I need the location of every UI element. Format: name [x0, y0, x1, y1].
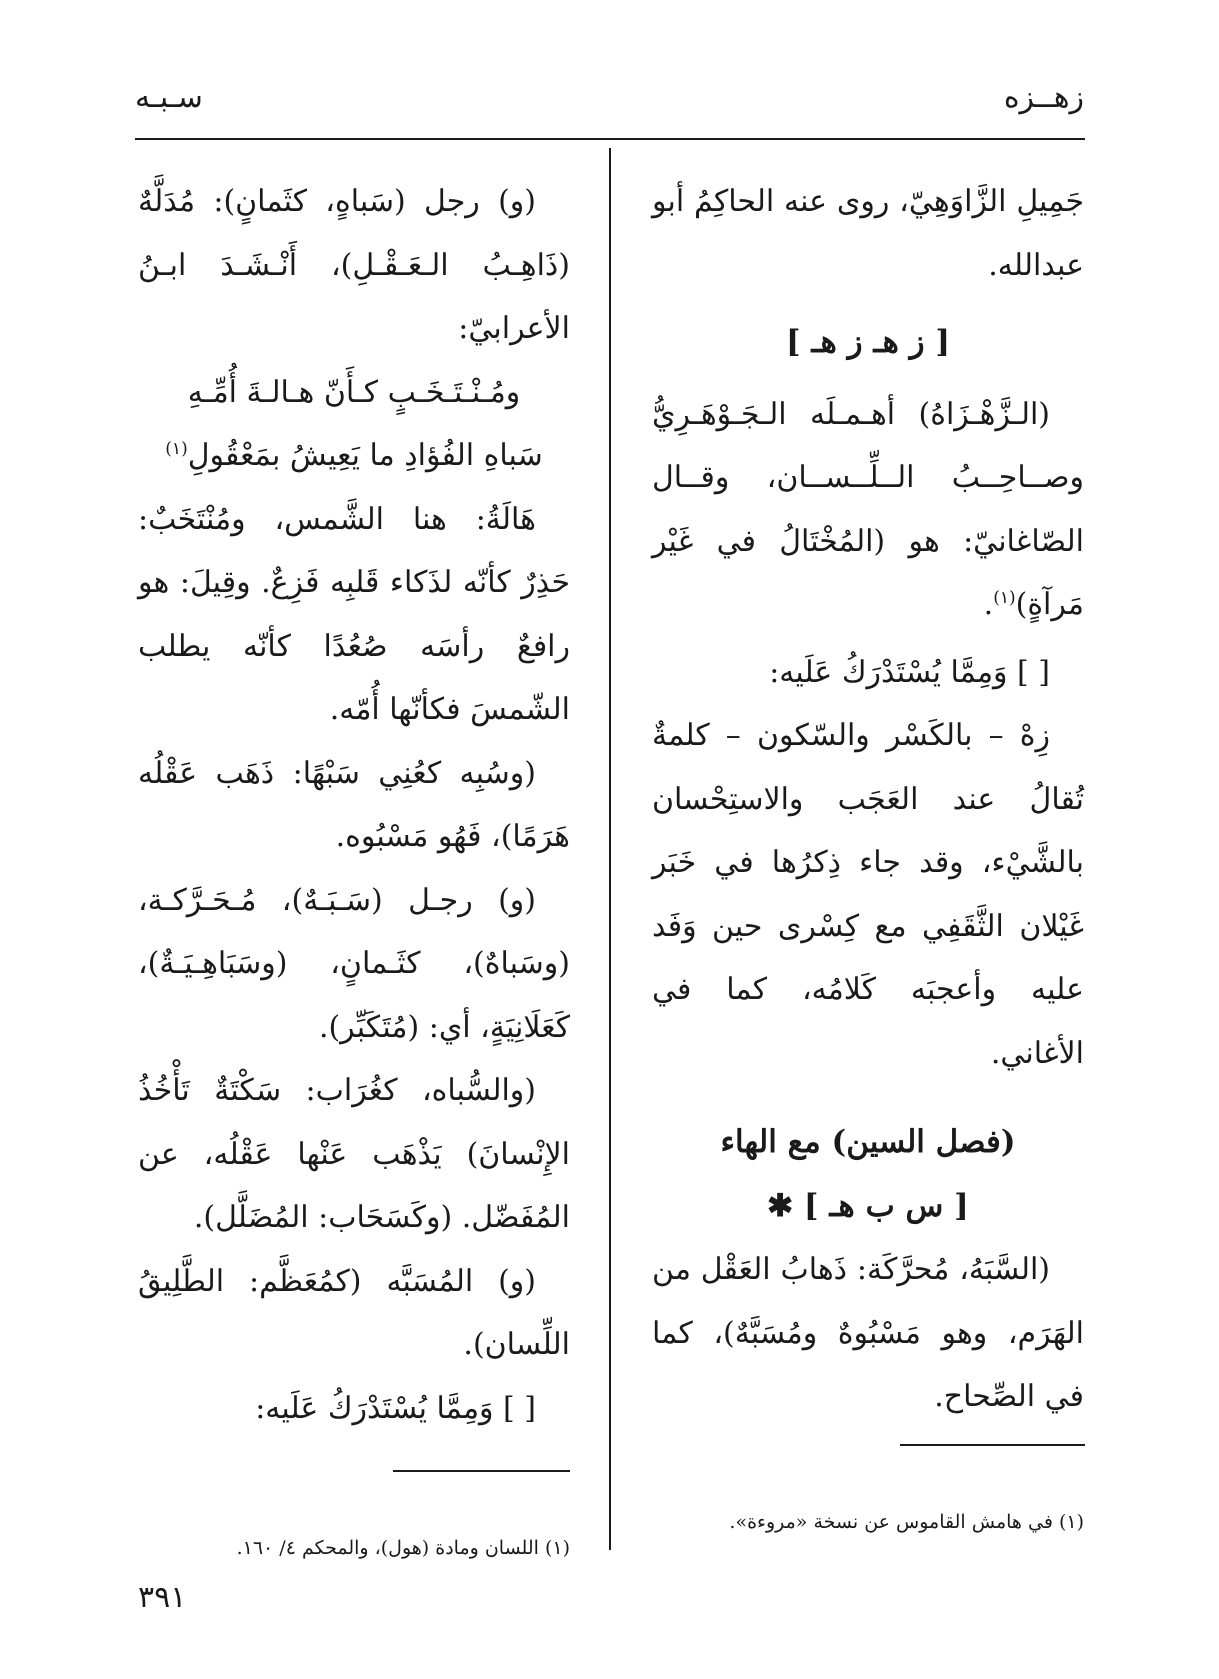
left-column — [138, 170, 570, 1440]
section-heading: (فصل السين) مع الهاء — [720, 1124, 1016, 1160]
entry-paragraph: (والسُّباه، كغُرَاب: سَكْتَةٌ تَأْخُذُ الإِنْسانَ) يَذْهَب عَنْها عَقْلُه، عن المُفَضّل. (وكَسَحَاب: المُضَلَّل). — [138, 1073, 570, 1235]
footnote-marker: (١) — [993, 588, 1016, 608]
footnote-marker: (١) — [165, 439, 188, 459]
addendum-label: [ ] وَمِمَّا يُسْتَدْرَكُ عَلَيه: — [255, 1390, 536, 1426]
entry-paragraph: زِهْ – بالكَسْر والسّكون – كلمةٌ تُقالُ عند العَجَب والاستِحْسان بالشَّيْء، وقد جاء ذِكرُها في خَبَر غَيْلان الثَّقَفِي مع كِسْرى حين وَفَد عليه وأعجبَه كَلامُه، كما في الأغاني. — [652, 718, 1084, 1071]
addendum-label: [ ] وَمِمَّا يُسْتَدْرَكُ عَلَيه: — [769, 654, 1050, 690]
running-head-right: زهــزه — [1003, 80, 1084, 115]
entry-continuation: جَمِيلِ الزَّاوَهِيّ، روى عنه الحاكِمُ أبو عبدالله. — [652, 184, 1084, 283]
footnote-left: (١) اللسان ومادة (هول)، والمحكم ٤/ ١٦٠. — [236, 1537, 570, 1559]
entry-paragraph: (و) رجـل (سَـبَـهٌ)، مُـحَـرَّكـة، (وسَباهٌ)، كثَـمانٍ، (وسَبَاهِـيَـةٌ)، كَعَلَانِيَةٍ، أي: (مُتَكَبِّر). — [138, 882, 570, 1045]
header-rule — [135, 138, 1085, 140]
footnote-rule-right — [900, 1444, 1085, 1446]
entry-paragraph: (وسُبِه كعُنِي سَبْهًا: ذَهَب عَقْلُه هَرَمًا)، فَهُو مَسْبُوه. — [138, 755, 570, 854]
page-number: ٣٩١ — [138, 1580, 187, 1615]
verse-line-2 — [138, 424, 570, 488]
entry-text: (الـزَّهْـزَاهُ) أهـمـلَه الـجَـوْهَـرِيُّ وصــاحِــبُ الــلِّــســان، وقــال الصّاغانيّ: هو (المُخْتَالُ في غَيْر مَرآةٍ) — [652, 396, 1084, 622]
entry-paragraph: (و) المُسَبَّه (كمُعَظَّم: الطَّلِيقُ اللِّسان). — [138, 1263, 570, 1362]
entry-paragraph — [652, 383, 1084, 637]
verse-line-1: ومُـنْـتَـخَـبٍ كـأَنّ هـالـةَ أُمِّـهِ — [187, 374, 521, 410]
footnote-right: (١) في هامش القاموس عن نسخة «مروءة». — [729, 1511, 1084, 1533]
entry-heading-zhzh: [ ز هـ ز هـ ] — [785, 324, 951, 360]
entry-paragraph: (السَّبَهُ، مُحرَّكَة: ذَهابُ العَقْل من الهَرَم، وهو مَسْبُوهٌ ومُسَبَّهٌ)، كما في الصِّحاح. — [652, 1252, 1084, 1414]
verse-text: سَباهِ الفُؤادِ ما يَعِيشُ بمَعْقُولِ — [187, 438, 543, 473]
column-divider — [609, 148, 611, 1550]
footnote-rule-left — [393, 1470, 570, 1472]
entry-paragraph: (و) رجل (سَباهٍ، كثَمانٍ): مُدَلَّهٌ (ذَاهِـبُ الـعَـقْـلِ)، أَنْـشَـدَ ابـنُ الأعرابيّ: — [138, 184, 570, 346]
entry-heading-sbh: [ س ب هـ ] ✱ — [767, 1187, 969, 1224]
running-head-left: سـبـه — [135, 80, 203, 115]
entry-paragraph: هَالَةُ: هنا الشَّمس، ومُنْتَخَبٌ: حَذِرٌ كأنّه لذَكاء قَلبِه فَزِعٌ. وقِيلَ: هو رافعٌ رأسَه صُعُدًا كأنّه يطلب الشّمسَ فكأنّها أُمّه. — [138, 501, 570, 727]
right-column — [652, 170, 1084, 1429]
entry-text-end: . — [983, 587, 994, 622]
